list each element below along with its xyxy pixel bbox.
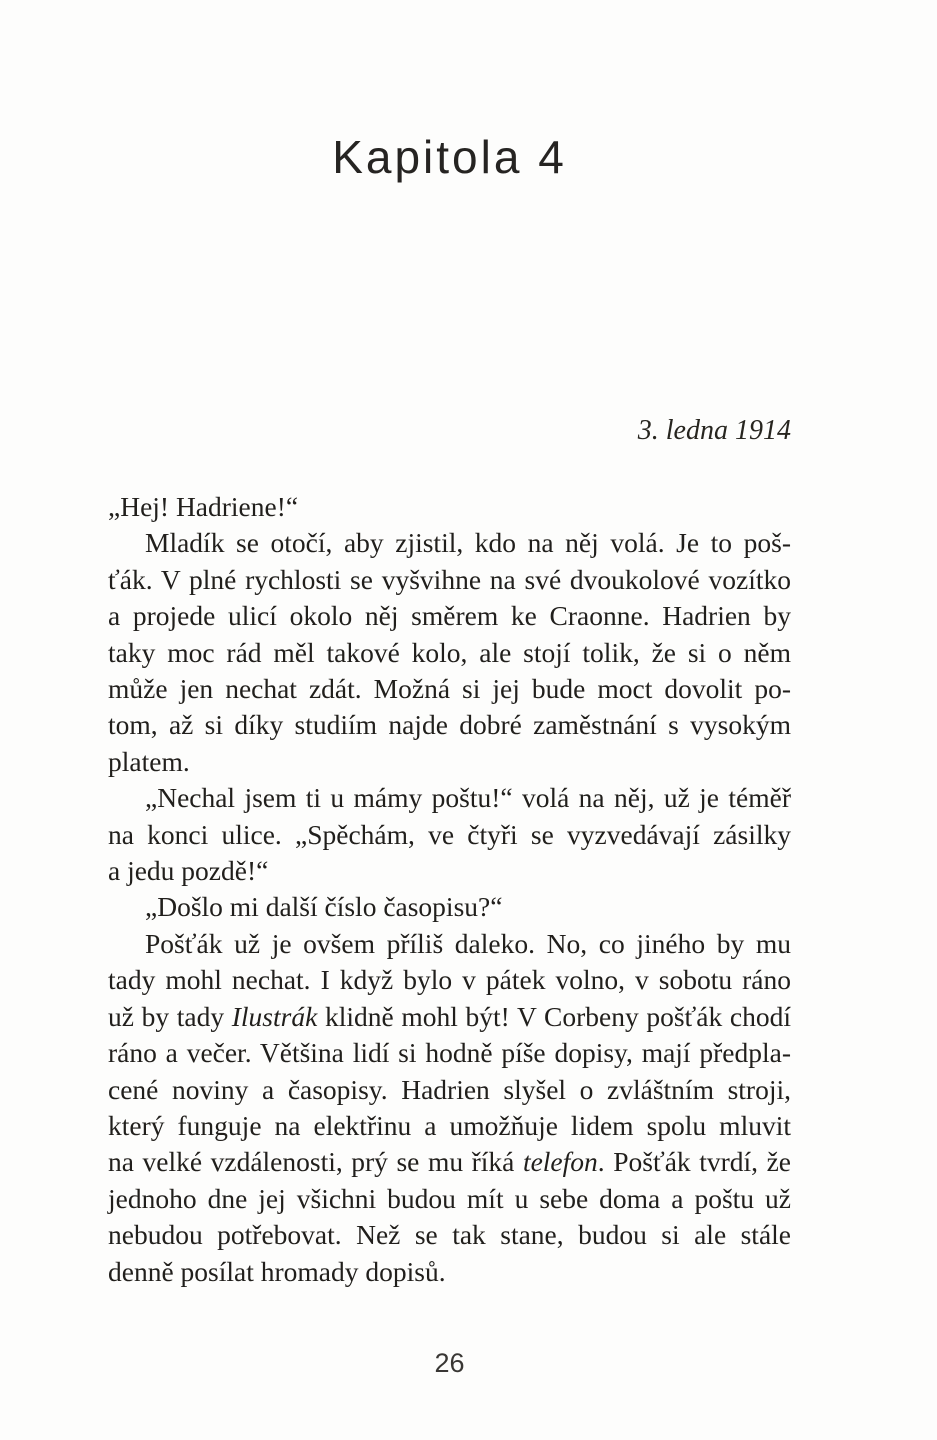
text-segment: Pošťák už je ovšem příliš daleko. No, co jiného by mu bbox=[145, 927, 791, 959]
text-line bbox=[108, 780, 791, 816]
text-segment: platem. bbox=[108, 745, 190, 777]
text-segment: nebudou potřebovat. Než se tak stane, budou si ale stále bbox=[108, 1219, 791, 1251]
text-line bbox=[108, 817, 791, 853]
text-line bbox=[108, 999, 791, 1035]
text-line bbox=[108, 635, 791, 671]
italic-term: telefon bbox=[522, 1146, 598, 1178]
date-line: 3. ledna 1914 bbox=[637, 415, 791, 446]
text-segment: ťák. V plné rychlosti se vyšvihne na své dvoukolové vozítko bbox=[108, 563, 791, 595]
body-text bbox=[108, 489, 791, 1290]
text-line bbox=[108, 926, 791, 962]
text-line bbox=[108, 1072, 791, 1108]
text-line bbox=[108, 562, 791, 598]
text-segment: který funguje na elektřinu a umožňuje lidem spolu mluvit bbox=[108, 1109, 791, 1141]
text-line bbox=[108, 744, 791, 780]
text-line bbox=[108, 1035, 791, 1071]
text-segment: cené noviny a časopisy. Hadrien slyšel o zvláštním stroji, bbox=[108, 1073, 791, 1105]
text-line bbox=[108, 525, 791, 561]
italic-term: Ilustrák bbox=[231, 1000, 318, 1032]
text-line bbox=[108, 489, 791, 525]
text-line bbox=[108, 1254, 791, 1290]
text-segment: a jedu pozdě!“ bbox=[108, 855, 269, 887]
text-segment: na velké vzdálenosti, prý se mu říká bbox=[108, 1146, 523, 1178]
text-segment: na konci ulice. „Spěchám, ve čtyři se vyzvedávají zásilky bbox=[108, 818, 791, 850]
text-segment: tady mohl nechat. I když bylo v pátek volno, v sobotu ráno bbox=[108, 964, 791, 996]
text-segment: taky moc rád měl takové kolo, ale stojí tolik, že si o něm bbox=[108, 636, 791, 668]
text-segment: Mladík se otočí, aby zjistil, kdo na něj volá. Je to poš- bbox=[145, 527, 791, 559]
text-line bbox=[108, 853, 791, 889]
text-segment: tom, až si díky studiím najde dobré zaměstnání s vysokým bbox=[108, 709, 791, 741]
text-line bbox=[108, 962, 791, 998]
chapter-title: Kapitola 4 bbox=[332, 131, 567, 183]
text-segment: ráno a večer. Většina lidí si hodně píše dopisy, mají předpla- bbox=[108, 1037, 791, 1069]
text-line bbox=[108, 598, 791, 634]
text-segment: a projede ulicí okolo něj směrem ke Craonne. Hadrien by bbox=[108, 600, 791, 632]
text-line bbox=[108, 1108, 791, 1144]
text-line bbox=[108, 889, 791, 925]
text-segment: . Pošťák tvrdí, že bbox=[597, 1146, 791, 1178]
page-number: 26 bbox=[434, 1348, 465, 1378]
text-line bbox=[108, 707, 791, 743]
text-block bbox=[108, 0, 791, 1440]
text-segment: „Hej! Hadriene!“ bbox=[108, 491, 299, 522]
text-segment: už by tady bbox=[108, 1000, 232, 1032]
text-segment: klidně mohl být! V Corbeny pošťák chodí bbox=[317, 1000, 791, 1032]
text-line bbox=[108, 1217, 791, 1253]
text-segment: denně posílat hromady dopisů. bbox=[108, 1255, 446, 1287]
text-line bbox=[108, 1144, 791, 1180]
text-segment: „Nechal jsem ti u mámy poštu!“ volá na něj, už je téměř bbox=[145, 782, 791, 814]
text-line bbox=[108, 671, 791, 707]
text-segment: „Došlo mi další číslo časopisu?“ bbox=[145, 891, 503, 923]
text-line bbox=[108, 1181, 791, 1217]
text-segment: může jen nechat zdát. Možná si jej bude moct dovolit po- bbox=[108, 673, 791, 705]
text-segment: jednoho dne jej všichni budou mít u sebe doma a poštu už bbox=[108, 1182, 791, 1214]
